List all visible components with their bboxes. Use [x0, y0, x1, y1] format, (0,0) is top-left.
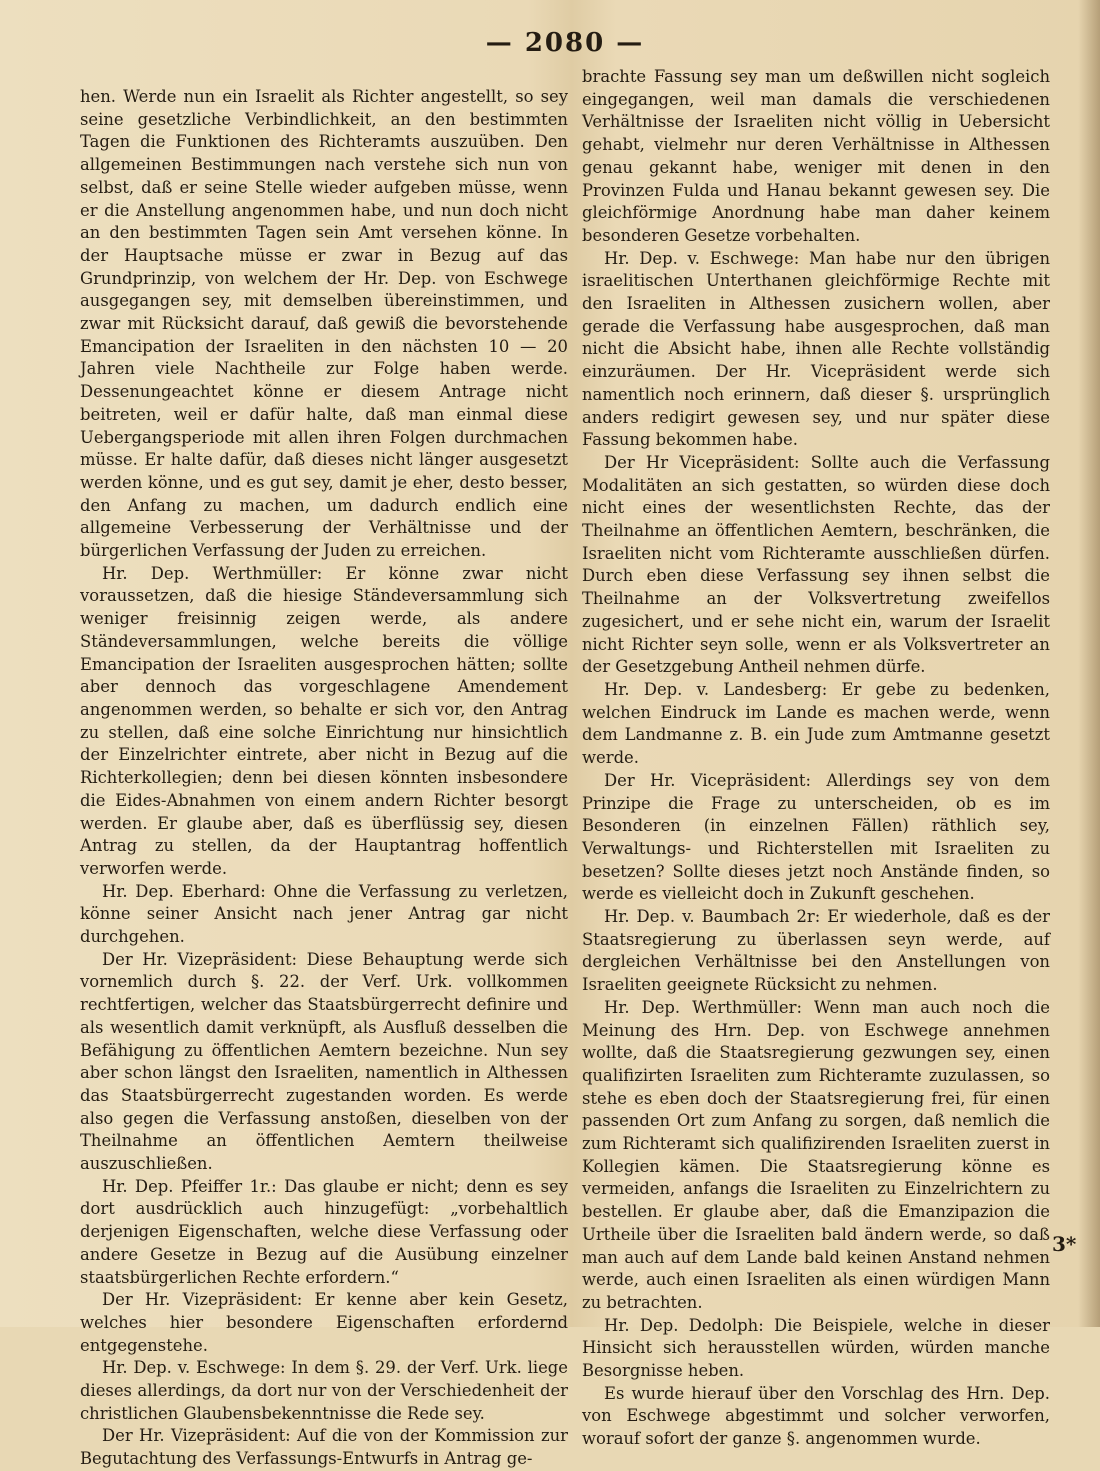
- paragraph: brachte Fassung sey man um deßwillen nicht sogleich eingegangen, weil man damals die verschiedenen Verhältnisse der Israeliten nicht völlig in Uebersicht gehabt, vielmehr nur deren Verhältnisse in Althessen genau gekannt habe, weniger mit denen in den Provinzen Fulda und Hanau bekannt gewesen sey. Die gleichförmige Anordnung habe man daher keinem besonderen Gesetze vorbehalten.: [582, 67, 1050, 245]
- paragraph: hen. Werde nun ein Israelit als Richter angestellt, so sey seine gesetzliche Verbindlichkeit, an den bestimmten Tagen die Funktionen des Richteramts auszuüben. Den allgemeinen Bestimmungen nach verstehe sich nun von selbst, daß er seine Stelle wieder aufgeben müsse, wenn er die Anstellung angenommen habe, und nun doch nicht an den bestimmten Tagen sein Amt versehen könne. In der Hauptsache müsse er zwar in Bezug auf das Grundprinzip, von welchem der Hr. Dep. von Eschwege ausgegangen sey, mit demselben übereinstimmen, und zwar mit Rücksicht darauf, daß gewiß die bevorstehende Emancipation der Israeliten in den nächsten 10 — 20 Jahren viele Nachtheile zur Folge haben werde. Dessenungeachtet könne er diesem Antrage nicht beitreten, weil er dafür halte, daß man einmal diese Uebergangsperiode mit allen ihren Folgen durchmachen müsse. Er halte dafür, daß dieses nicht länger ausgesetzt werden könne, und es gut sey, damit je eher, desto besser, den Anfang zu machen, um dadurch endlich eine allgemeine Verbesserung der Verhältnisse und der bürgerlichen Verfassung der Juden zu erreichen.: [80, 87, 568, 561]
- paragraph: Es wurde hierauf über den Vorschlag des Hrn. Dep. von Eschwege abgestimmt und solcher verworfen, worauf sofort der ganze §. angenommen wurde.: [582, 1383, 1050, 1449]
- right-column: [582, 66, 1050, 1451]
- paragraph: Der Hr. Vicepräsident: Allerdings sey von dem Prinzipe die Frage zu unterscheiden, ob es im Besonderen (in einzelnen Fällen) räthlich sey, Verwaltungs- und Richterstellen mit Israeliten zu besetzen? Sollte dieses jetzt noch Anstände finden, so werde es vielleicht doch in Zukunft geschehen.: [582, 770, 1050, 904]
- paragraph: Der Hr. Vizepräsident: Er kenne aber kein Gesetz, welches hier besondere Eigenschaften erfordernd entgegenstehe.: [80, 1290, 568, 1355]
- catchword: 3*: [1052, 1232, 1077, 1256]
- paragraph: Hr. Dep. Werthmüller: Er könne zwar nicht voraussetzen, daß die hiesige Ständeversammlung sich weniger freisinnig zeigen werde, als andere Ständeversammlungen, welche bereits die völlige Emancipation der Israeliten ausgesprochen hätten; sollte aber dennoch das vorgeschlagene Amendement angenommen werden, so behalte er sich vor, den Antrag zu stellen, daß eine solche Einrichtung nur hinsichtlich der Einzelrichter eintrete, aber nicht in Bezug auf die Richterkollegien; denn bei diesen könnten insbesondere die Eides-Abnahmen von einem andern Richter besorgt werden. Er glaube aber, daß es überflüssig sey, diesen Antrag zu stellen, da der Hauptantrag hoffentlich verworfen werde.: [80, 563, 568, 878]
- paragraph: Hr. Dep. Pfeiffer 1r.: Das glaube er nicht; denn es sey dort ausdrücklich auch hinzugefügt: „vorbehaltlich derjenigen Eigenschaften, welche diese Verfassung oder andere Gesetze in Bezug auf die Ausübung einzelner staatsbürgerlichen Rechte erfordern.“: [80, 1176, 568, 1287]
- paragraph: Hr. Dep. v. Baumbach 2r: Er wiederhole, daß es der Staatsregierung zu überlassen seyn werde, auf dergleichen Verhältnisse bei den Anstellungen von Israeliten geeignete Rücksicht zu nehmen.: [582, 907, 1050, 995]
- paragraph: Hr. Dep. Eberhard: Ohne die Verfassung zu verletzen, könne seiner Ansicht nach jener Antrag gar nicht durchgehen.: [80, 881, 568, 947]
- page-edge-shadow: [1078, 0, 1100, 1327]
- paragraph: Hr. Dep. v. Eschwege: In dem §. 29. der Verf. Urk. liege dieses allerdings, da dort nur von der Verschiedenheit der christlichen Glaubensbekenntnisse die Rede sey.: [80, 1358, 568, 1423]
- paragraph: Hr. Dep. Werthmüller: Wenn man auch noch die Meinung des Hrn. Dep. von Eschwege annehmen wollte, daß die Staatsregierung gezwungen sey, einen qualifizirten Israeliten zum Richteramte zuzulassen, so stehe es eben doch der Staatsregierung frei, für einen passenden Ort zum Anfang zu sorgen, daß nemlich die zum Richteramt sich qualifizirenden Israeliten zuerst in Kollegien kämen. Die Staatsregierung könne es vermeiden, anfangs die Israeliten zu Einzelrichtern zu bestellen. Er glaube aber, daß die Emanzipazion die Urtheile über die Israeliten bald ändern werde, so daß man auch auf dem Lande bald keinen Anstand nehmen werde, auch einen Israeliten als einen würdigen Mann zu betrachten.: [582, 997, 1050, 1312]
- paragraph: Hr. Dep. v. Landesberg: Er gebe zu bedenken, welchen Eindruck im Lande es machen werde, wenn dem Landmanne z. B. ein Jude zum Amtmanne gesetzt werde.: [582, 679, 1050, 768]
- paragraph: Der Hr. Vizepräsident: Diese Behauptung werde sich vornemlich durch §. 22. der Verf. Urk. vollkommen rechtfertigen, welcher das Staatsbürgerrecht definire und als wesentlich damit verknüpft, als Ausfluß desselben die Befähigung zu öffentlichen Aemtern bezeichne. Nun sey aber schon längst den Israeliten, namentlich in Althessen das Staatsbürgerrecht zugestanden worden. Es werde also gegen die Verfassung anstoßen, dieselben von der Theilnahme an öffentlichen Aemtern theilweise auszuschließen.: [80, 949, 568, 1174]
- paragraph: Der Hr Vicepräsident: Sollte auch die Verfassung Modalitäten an sich gestatten, so würden diese doch nicht eines der wesentlichsten Rechte, das der Theilnahme an öffentlichen Aemtern, beschränken, die Israeliten nicht vom Richteramte ausschließen dürfen. Durch eben diese Verfassung sey ihnen selbst die Theilnahme an der Volksvertretung zweifellos zugesichert, und er sehe nicht ein, warum der Israelit nicht Richter seyn solle, wenn er als Volksvertreter an der Gesetzgebung Antheil nehmen dürfe.: [582, 452, 1050, 677]
- paragraph: Hr. Dep. Dedolph: Die Beispiele, welche in dieser Hinsicht sich herausstellen würden, würden manche Besorgnisse heben.: [582, 1315, 1050, 1381]
- page-number: — 2080 —: [485, 28, 645, 58]
- paragraph: Der Hr. Vizepräsident: Auf die von der Kommission zur Begutachtung des Verfassungs-Entwurfs in Antrag ge-: [80, 1426, 568, 1469]
- paragraph: Hr. Dep. v. Eschwege: Man habe nur den übrigen israelitischen Unterthanen gleichförmige Rechte mit den Israeliten in Althessen zusichern wollen, aber gerade die Verfassung habe ausgesprochen, daß man nicht die Absicht habe, ihnen alle Rechte vollständig einzuräumen. Der Hr. Vicepräsident werde sich namentlich noch erinnern, daß dieser §. ursprünglich anders redigirt gewesen sey, und nur später diese Fassung bekommen habe.: [582, 248, 1050, 450]
- left-column: [80, 86, 568, 1471]
